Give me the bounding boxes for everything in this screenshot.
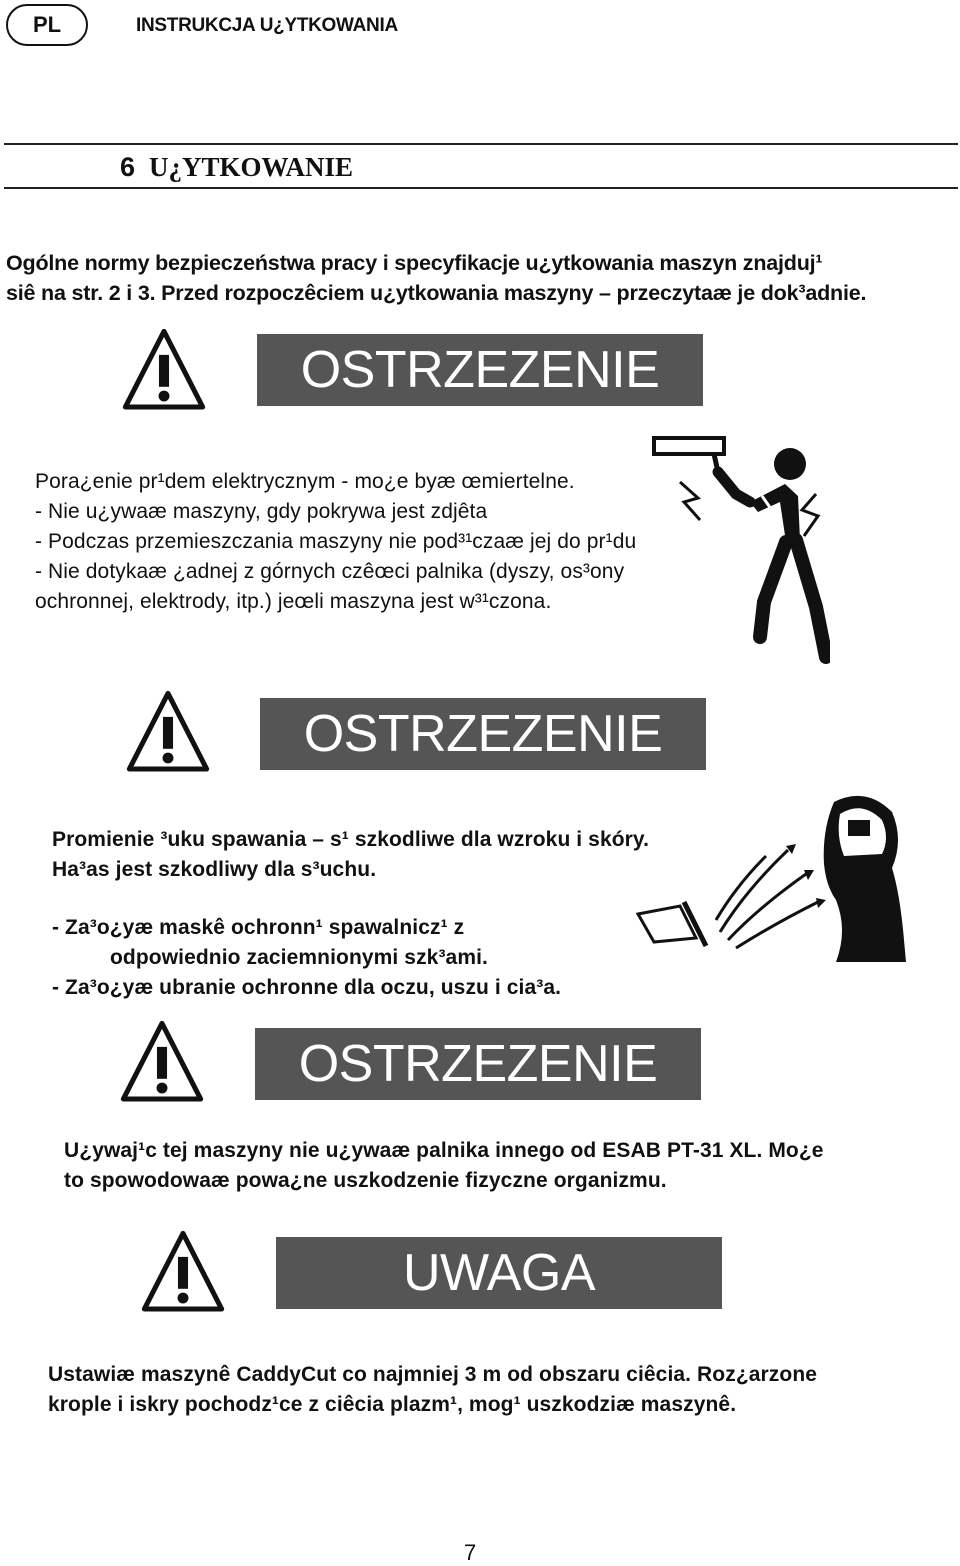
warning-line: - Za³o¿yæ ubranie ochronne dla oczu, uszu i cia³a. [52,976,562,999]
document-title: INSTRUKCJA U¿YTKOWANIA [136,15,398,36]
warning-line: Ustawiæ maszynê CaddyCut co najmniej 3 m od obszaru ciêcia. Roz¿arzone [48,1363,818,1386]
intro-paragraph [6,248,956,308]
language-badge: PL [6,4,88,46]
warning-line: Promienie ³uku spawania – s¹ szkodliwe dla wzroku i skóry. [52,828,650,851]
warning-line: - Nie dotykaæ ¿adnej z górnych czêœci palnika (dyszy, os³ony [35,560,625,583]
notice-banner: UWAGA [276,1237,722,1309]
page-number: 7 [464,1540,477,1565]
warning-line: Ha³as jest szkodliwy dla s³uchu. [52,858,377,881]
warning-triangle-icon [141,1230,225,1314]
section-number: 6 [120,152,136,182]
warning-line: odpowiednio zaciemnionymi szk³ami. [110,946,488,969]
warning-line: - Za³o¿yæ maskê ochronn¹ spawalnicz¹ z [52,916,465,939]
warning-line: ochronnej, elektrody, itp.) jeœli maszyna jest w³¹czona. [35,590,552,613]
warning-line: - Podczas przemieszczania maszyny nie pod³¹czaæ jej do pr¹du [35,530,637,553]
torch-warning-text [64,1136,944,1196]
warning-line: Pora¿enie pr¹dem elektrycznym - mo¿e byæ œmiertelne. [35,470,575,493]
top-divider [4,143,958,145]
warning-triangle-icon [120,1020,204,1104]
arc-radiation-welder-icon [636,790,936,965]
section-heading [120,152,353,183]
warning-line: - Nie u¿ywaæ maszyny, gdy pokrywa jest zdjêta [35,500,488,523]
warning-line: krople i iskry pochodz¹ce z ciêcia plazm¹, mog¹ uszkodziæ maszynê. [48,1393,737,1416]
placement-notice-text [48,1360,948,1420]
warning-line: to spowodowaæ powa¿ne uszkodzenie fizyczne organizmu. [64,1169,667,1192]
warning-line: U¿ywaj¹c tej maszyny nie u¿ywaæ palnika innego od ESAB PT-31 XL. Mo¿e [64,1139,824,1162]
warning-banner: OSTRZEZENIE [260,698,706,770]
intro-line: siê na str. 2 i 3. Przed rozpoczêciem u¿ytkowania maszyny – przeczytaæ je dok³adnie. [6,281,867,305]
intro-line: Ogólne normy bezpieczeństwa pracy i specyfikacje u¿ytkowania maszyn znajduj¹ [6,251,823,275]
warning-triangle-icon [122,328,206,412]
warning-banner: OSTRZEZENIE [257,334,703,406]
electric-shock-icon [640,432,830,677]
warning-triangle-icon [126,690,210,774]
bottom-divider [4,187,958,189]
warning-banner: OSTRZEZENIE [255,1028,701,1100]
section-title: U¿YTKOWANIE [149,152,354,182]
